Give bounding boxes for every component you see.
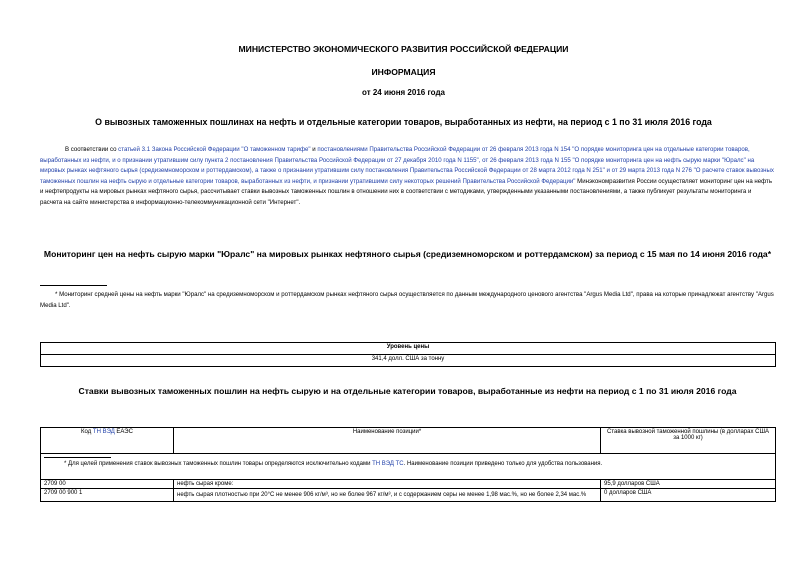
price-value-cell: 341,4 долл. США за тонну	[41, 355, 776, 367]
code-column-header	[41, 428, 174, 454]
table-row	[41, 355, 776, 367]
footnote-divider	[40, 285, 107, 286]
law-link[interactable]: статьей 3.1 Закона Российской Федерации "О таможенном тарифе"	[118, 146, 311, 153]
price-header-cell: Уровень цены	[41, 343, 776, 355]
rates-table	[40, 427, 776, 502]
name-cell: нефть сырая плотностью при 20°С не менее 906 кг/м³, но не более 967 кг/м³, и с содержанием серы не менее 1,98 мас.%, но не более 2,34 мас.%	[174, 489, 601, 502]
document-type: ИНФОРМАЦИЯ	[371, 67, 436, 77]
rates-heading: Ставки вывозных таможенных пошлин на нефть сырую и на отдельные категории товаров, выработанные из нефти на период с 1 по 31 июля 2016 года	[78, 386, 737, 396]
ministry-name: МИНИСТЕРСТВО ЭКОНОМИЧЕСКОГО РАЗВИТИЯ РОССИЙСКОЙ ФЕДЕРАЦИИ	[238, 44, 569, 54]
table-header-row	[41, 428, 776, 454]
rates-footnote-suffix: . Наименование позиции приведено только для удобства пользования.	[403, 461, 603, 467]
table-row	[41, 480, 776, 489]
tnved-link[interactable]: ТН ВЭД	[92, 429, 115, 435]
intro-text-2: и	[310, 146, 318, 153]
intro-text-1: В соответствии со	[65, 146, 119, 153]
rates-footnote	[44, 461, 772, 467]
intro-text-3: Минэкономразвития России осуществляет мониторинг цен на нефть и нефтепродукты на мировых рынках нефтяного сырья, рассчитывает ставки вывозных таможенных пошлин в отношении них в соответствии с методиками, утвержденными указанными постановлениями, а также публикует результаты мониторинга и расчета на сайте министерства в информационно-телекоммуникационной сети "Интернет".	[40, 177, 773, 206]
table-row	[41, 489, 776, 502]
price-table	[40, 342, 776, 367]
code-cell: 2709 00	[41, 480, 174, 489]
code-cell: 2709 00 900 1	[41, 489, 174, 502]
footnote-divider	[44, 457, 111, 458]
resolutions-link[interactable]: постановлениями Правительства Российской Федерации от 26 февраля 2013 года N 154 "О порядке мониторинга цен на отдельные категории товаров, выработанных из нефти, и о признании утратившим силу пункта 2 постановления Правительства Российской Федерации от 27 декабря 2010 года N 1155", от 26 февраля 2013 года N 155 "О порядке мониторинга цен на нефть сырую марки "Юралс" на мировых рынках нефтяного сырья (средиземноморском и роттердамском), а также о признании утратившим силу постановления Правительства Российской Федерации от 28 марта 2012 года N 251" и от 29 марта 2013 года N 276 "О расчете ставок вывозных таможенных пошлин на нефть сырую и отдельные категории товаров, выработанных из нефти, и признании утратившими силу некоторых решений Правительства Российской Федерации"	[40, 146, 774, 185]
name-cell: нефть сырая кроме:	[174, 480, 601, 489]
rate-cell: 0 долларов США	[601, 489, 776, 502]
monitoring-footnote: * Мониторинг средней цены на нефть марки "Юралс" на средиземноморском и роттердамском рынках нефтяного сырья осуществляется по данным международного ценового агентства "Argus Media Ltd", права на которые принадлежат агентству "Argus Media Ltd".	[40, 291, 774, 309]
intro-paragraph	[40, 145, 775, 209]
code-header-text: Код	[81, 429, 93, 435]
tnved-ts-link[interactable]: ТН ВЭД ТС	[372, 461, 404, 467]
name-column-header: Наименование позиции*	[174, 428, 601, 454]
code-header-suffix: ЕАЭС	[114, 429, 133, 435]
document-title: О вывозных таможенных пошлинах на нефть и отдельные категории товаров, выработанных из нефти, на период с 1 по 31 июля 2016 года	[95, 117, 712, 127]
monitoring-heading: Мониторинг цен на нефть сырую марки "Юралс" на мировых рынках нефтяного сырья (средиземноморском и роттердамском) за период с 15 мая по 14 июня 2016 года*	[43, 249, 772, 259]
rate-column-header: Ставка вывозной таможенной пошлины (в долларах США за 1000 кг)	[601, 428, 776, 454]
document-date: от 24 июня 2016 года	[362, 88, 445, 97]
rates-footnote-text: * Для целей применения ставок вывозных таможенных пошлин товары определяются исключительно кодами	[64, 461, 373, 467]
rates-footnote-cell	[41, 454, 776, 480]
table-row	[41, 454, 776, 480]
table-row	[41, 343, 776, 355]
rate-cell: 95,9 долларов США	[601, 480, 776, 489]
